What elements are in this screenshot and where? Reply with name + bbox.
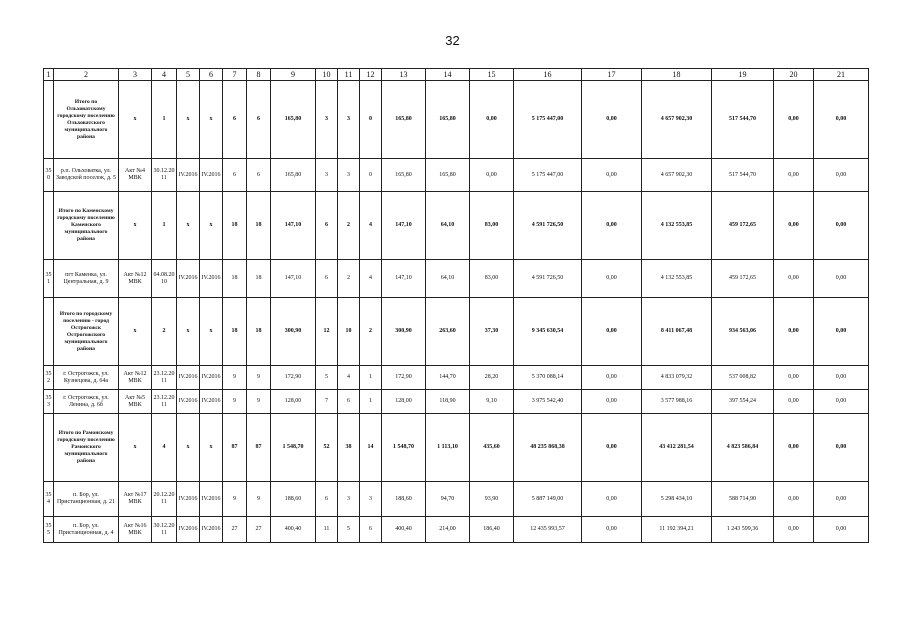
table-cell: 186,40: [470, 517, 514, 543]
table-cell: 3 975 542,40: [514, 390, 582, 414]
table-cell: 4: [360, 260, 382, 298]
table-cell: 48 235 868,38: [514, 414, 582, 482]
table-cell: х: [200, 414, 223, 482]
table-cell: 4 591 726,50: [514, 260, 582, 298]
table-cell: 0,00: [774, 192, 814, 260]
table-cell: 0,00: [814, 390, 869, 414]
table-cell: 4: [338, 366, 360, 390]
table-cell: 04.08.2010: [152, 260, 177, 298]
table-cell: 18: [247, 298, 271, 366]
table-cell: 94,70: [426, 482, 470, 517]
table-cell: 0,00: [582, 414, 642, 482]
table-cell: 0,00: [470, 81, 514, 159]
table-cell: 9: [223, 366, 247, 390]
table-cell: 435,60: [470, 414, 514, 482]
table-cell: 14: [360, 414, 382, 482]
table-cell: 128,00: [271, 390, 316, 414]
col-header: 16: [514, 69, 582, 81]
table-cell: 0,00: [814, 517, 869, 543]
table-cell: 0: [360, 81, 382, 159]
table-cell: 165,80: [382, 81, 426, 159]
table-cell: 0,00: [814, 159, 869, 192]
table-cell: 4 132 553,85: [642, 260, 712, 298]
table-cell: Акт №4 МВК: [119, 159, 152, 192]
col-header: 19: [712, 69, 774, 81]
table-cell: 83,00: [470, 260, 514, 298]
table-cell: 459 172,65: [712, 260, 774, 298]
table-cell: IV.2016: [177, 260, 200, 298]
table-cell: 2: [338, 192, 360, 260]
table-cell: 172,90: [382, 366, 426, 390]
table-cell: 300,90: [271, 298, 316, 366]
table-cell: 4: [360, 192, 382, 260]
table-cell: 9: [247, 366, 271, 390]
table-cell: 6: [316, 482, 338, 517]
address-cell: Итого по Каменскому городскому поселению Каменского муниципального района: [54, 192, 119, 260]
table-cell: 400,40: [271, 517, 316, 543]
table-cell: 300,90: [382, 298, 426, 366]
col-header: 14: [426, 69, 470, 81]
col-header: 9: [271, 69, 316, 81]
table-cell: 165,80: [426, 81, 470, 159]
table-cell: 4 657 902,30: [642, 159, 712, 192]
table-cell: 5 298 434,10: [642, 482, 712, 517]
table-cell: 37,30: [470, 298, 514, 366]
address-cell: пгт Каменка, ул. Центральная, д. 9: [54, 260, 119, 298]
col-header: 11: [338, 69, 360, 81]
subtotal-row: [44, 81, 869, 159]
col-header: 5: [177, 69, 200, 81]
table-cell: 0,00: [774, 81, 814, 159]
table-cell: 263,60: [426, 298, 470, 366]
table-cell: Акт №5 МВК: [119, 390, 152, 414]
row-number-cell: [44, 81, 54, 159]
table-cell: 0,00: [582, 159, 642, 192]
table-cell: 30.12.2011: [152, 517, 177, 543]
table-cell: 2: [338, 260, 360, 298]
table-cell: IV.2016: [177, 159, 200, 192]
table-cell: 4 591 726,50: [514, 192, 582, 260]
subtotal-row: [44, 414, 869, 482]
row-number-cell: [44, 192, 54, 260]
col-header: 21: [814, 69, 869, 81]
table-cell: 1 548,70: [271, 414, 316, 482]
table-cell: 400,40: [382, 517, 426, 543]
table-cell: 9: [223, 482, 247, 517]
table-cell: 0,00: [814, 482, 869, 517]
table-cell: 9: [223, 390, 247, 414]
table-cell: 18: [223, 192, 247, 260]
table-cell: 517 544,70: [712, 159, 774, 192]
table-cell: 0,00: [774, 366, 814, 390]
row-number-cell: [44, 414, 54, 482]
table-cell: 5 175 447,00: [514, 159, 582, 192]
address-cell: г. Острогожск, ул. Кузнецова, д. 64а: [54, 366, 119, 390]
table-cell: IV.2016: [200, 517, 223, 543]
table-cell: 0,00: [774, 517, 814, 543]
table-cell: х: [177, 81, 200, 159]
table-cell: 1 548,70: [382, 414, 426, 482]
table-cell: IV.2016: [200, 482, 223, 517]
table-cell: 6: [360, 517, 382, 543]
table-cell: 1: [360, 366, 382, 390]
col-header: 17: [582, 69, 642, 81]
table-cell: 3: [360, 482, 382, 517]
table-cell: 0,00: [582, 192, 642, 260]
table-cell: х: [177, 298, 200, 366]
table-cell: 83,00: [470, 192, 514, 260]
table-cell: х: [200, 192, 223, 260]
col-header: 4: [152, 69, 177, 81]
table-cell: 43 412 281,54: [642, 414, 712, 482]
address-cell: п. Бор, ул. Пристанционная, д. 21: [54, 482, 119, 517]
table-cell: 0,00: [582, 482, 642, 517]
table-cell: 3: [338, 482, 360, 517]
table-cell: 5: [338, 517, 360, 543]
table-cell: 165,80: [271, 81, 316, 159]
table-cell: IV.2016: [200, 159, 223, 192]
table-cell: 1 243 599,36: [712, 517, 774, 543]
address-cell: Итого по Рамонскому городскому поселению Рамонского муниципального района: [54, 414, 119, 482]
table-cell: 144,70: [426, 366, 470, 390]
table-cell: 27: [223, 517, 247, 543]
table-cell: 188,60: [382, 482, 426, 517]
table-cell: 3: [338, 81, 360, 159]
col-header: 6: [200, 69, 223, 81]
table-cell: 6: [247, 81, 271, 159]
table-cell: 0,00: [774, 414, 814, 482]
table-cell: 0,00: [814, 414, 869, 482]
row-number-cell: [44, 298, 54, 366]
table-cell: х: [177, 192, 200, 260]
table-row: [44, 159, 869, 192]
table-cell: 1: [360, 390, 382, 414]
table-cell: 23.12.2011: [152, 390, 177, 414]
row-number-cell: 355: [44, 517, 54, 543]
col-header: 7: [223, 69, 247, 81]
address-cell: п. Бор, ул. Пристанционная, д. 4: [54, 517, 119, 543]
table-cell: 3: [338, 159, 360, 192]
row-number-cell: 354: [44, 482, 54, 517]
col-header: 12: [360, 69, 382, 81]
table-cell: 3: [316, 81, 338, 159]
table-cell: 0,00: [814, 260, 869, 298]
table-cell: 6: [316, 260, 338, 298]
housing-table: [43, 68, 869, 543]
table-cell: 38: [338, 414, 360, 482]
table-cell: 165,80: [426, 159, 470, 192]
page-number: 32: [445, 33, 460, 48]
row-number-cell: 351: [44, 260, 54, 298]
table-cell: 30.12.2011: [152, 159, 177, 192]
table-cell: 64,10: [426, 192, 470, 260]
col-header: 10: [316, 69, 338, 81]
table-cell: 0,00: [814, 81, 869, 159]
table-cell: 9: [247, 482, 271, 517]
address-cell: Итого по Ольховатскому городскому поселению Ольховатского муниципального района: [54, 81, 119, 159]
table-body: [44, 81, 869, 543]
table-cell: 12: [316, 298, 338, 366]
table-cell: 165,80: [271, 159, 316, 192]
table-cell: 27: [247, 517, 271, 543]
table-cell: 18: [247, 192, 271, 260]
table-cell: IV.2016: [177, 366, 200, 390]
table-cell: 18: [247, 260, 271, 298]
table-cell: 8 411 067,48: [642, 298, 712, 366]
address-cell: р.п. Ольховатка, ул. Заводской поселок, д. 5: [54, 159, 119, 192]
table-cell: 4: [152, 414, 177, 482]
table-cell: 0,00: [774, 482, 814, 517]
row-number-cell: 350: [44, 159, 54, 192]
table-cell: х: [177, 414, 200, 482]
table-cell: 11 192 394,21: [642, 517, 712, 543]
table-cell: х: [200, 81, 223, 159]
table-cell: 0,00: [582, 366, 642, 390]
table-cell: 3 577 988,16: [642, 390, 712, 414]
table-cell: 1 113,10: [426, 414, 470, 482]
table-cell: 537 008,82: [712, 366, 774, 390]
table-cell: IV.2016: [177, 482, 200, 517]
table-cell: 0,00: [470, 159, 514, 192]
table-cell: 2: [360, 298, 382, 366]
table-cell: 0: [360, 159, 382, 192]
table-cell: 517 544,70: [712, 81, 774, 159]
table-cell: 20.12.2011: [152, 482, 177, 517]
subtotal-row: [44, 298, 869, 366]
table-cell: 0,00: [774, 390, 814, 414]
col-header: 13: [382, 69, 426, 81]
col-header: 15: [470, 69, 514, 81]
table-cell: 0,00: [774, 159, 814, 192]
table-cell: 6: [247, 159, 271, 192]
table-cell: 2: [152, 298, 177, 366]
table-cell: 165,80: [382, 159, 426, 192]
table-row: [44, 517, 869, 543]
table-row: [44, 260, 869, 298]
row-number-cell: 352: [44, 366, 54, 390]
table-cell: 6: [223, 81, 247, 159]
col-header: 2: [54, 69, 119, 81]
table-cell: Акт №17 МВК: [119, 482, 152, 517]
table-cell: 9: [247, 390, 271, 414]
table-cell: 9,10: [470, 390, 514, 414]
table-cell: 147,10: [382, 260, 426, 298]
table-cell: 12 435 993,57: [514, 517, 582, 543]
table-cell: 5: [316, 366, 338, 390]
table-cell: IV.2016: [177, 390, 200, 414]
table-cell: 52: [316, 414, 338, 482]
col-header: 18: [642, 69, 712, 81]
table-cell: 3: [316, 159, 338, 192]
table-cell: Акт №12 МВК: [119, 260, 152, 298]
table-cell: 5 887 149,00: [514, 482, 582, 517]
table-cell: 147,10: [271, 192, 316, 260]
table-cell: 64,10: [426, 260, 470, 298]
subtotal-row: [44, 192, 869, 260]
table-cell: 147,10: [382, 192, 426, 260]
table-cell: 4 132 553,85: [642, 192, 712, 260]
table-cell: 5 175 447,00: [514, 81, 582, 159]
table-cell: 459 172,65: [712, 192, 774, 260]
table-cell: х: [119, 414, 152, 482]
table-cell: 18: [223, 298, 247, 366]
table-cell: х: [119, 81, 152, 159]
table-cell: 118,90: [426, 390, 470, 414]
table-cell: 1: [152, 192, 177, 260]
table-cell: 28,20: [470, 366, 514, 390]
table-cell: 4 657 902,30: [642, 81, 712, 159]
table-cell: 87: [223, 414, 247, 482]
table-cell: х: [119, 298, 152, 366]
table-cell: 0,00: [582, 260, 642, 298]
table-cell: 1: [152, 81, 177, 159]
table-cell: 147,10: [271, 260, 316, 298]
table-cell: 9 345 630,54: [514, 298, 582, 366]
col-header: 3: [119, 69, 152, 81]
table-row: [44, 366, 869, 390]
address-cell: г. Острогожск, ул. Ленина, д. 6б: [54, 390, 119, 414]
table-cell: 934 563,06: [712, 298, 774, 366]
table-cell: 0,00: [582, 298, 642, 366]
table-cell: Акт №16 МВК: [119, 517, 152, 543]
table-cell: 0,00: [582, 390, 642, 414]
table-cell: 0,00: [814, 192, 869, 260]
table-cell: 23.12.2011: [152, 366, 177, 390]
address-cell: Итого по городскому поселению - город Острогожск Острогожского муниципального района: [54, 298, 119, 366]
table-cell: 0,00: [582, 81, 642, 159]
table-cell: Акт №12 МВК: [119, 366, 152, 390]
table-cell: 188,60: [271, 482, 316, 517]
table-cell: 10: [338, 298, 360, 366]
col-header: 8: [247, 69, 271, 81]
table-cell: 588 714,90: [712, 482, 774, 517]
table-cell: 6: [316, 192, 338, 260]
table-cell: 18: [223, 260, 247, 298]
col-header: 1: [44, 69, 54, 81]
table-cell: 5 370 088,14: [514, 366, 582, 390]
table-cell: 0,00: [814, 298, 869, 366]
table-cell: IV.2016: [200, 366, 223, 390]
table-cell: IV.2016: [200, 390, 223, 414]
table-cell: 128,00: [382, 390, 426, 414]
table-cell: 11: [316, 517, 338, 543]
table-cell: х: [119, 192, 152, 260]
row-number-cell: 353: [44, 390, 54, 414]
table-cell: 0,00: [814, 366, 869, 390]
table-cell: IV.2016: [200, 260, 223, 298]
header-row: [44, 69, 869, 81]
table-cell: 397 554,24: [712, 390, 774, 414]
table-row: [44, 482, 869, 517]
table-cell: 87: [247, 414, 271, 482]
col-header: 20: [774, 69, 814, 81]
table-cell: 93,90: [470, 482, 514, 517]
table-cell: х: [200, 298, 223, 366]
table-cell: 0,00: [582, 517, 642, 543]
table-cell: 6: [223, 159, 247, 192]
table-cell: 4 823 586,84: [712, 414, 774, 482]
table-cell: 0,00: [774, 260, 814, 298]
table-cell: 7: [316, 390, 338, 414]
table-cell: 214,00: [426, 517, 470, 543]
table-cell: IV.2016: [177, 517, 200, 543]
table-cell: 6: [338, 390, 360, 414]
table-row: [44, 390, 869, 414]
table-cell: 172,90: [271, 366, 316, 390]
table-cell: 0,00: [774, 298, 814, 366]
table-cell: 4 833 079,32: [642, 366, 712, 390]
